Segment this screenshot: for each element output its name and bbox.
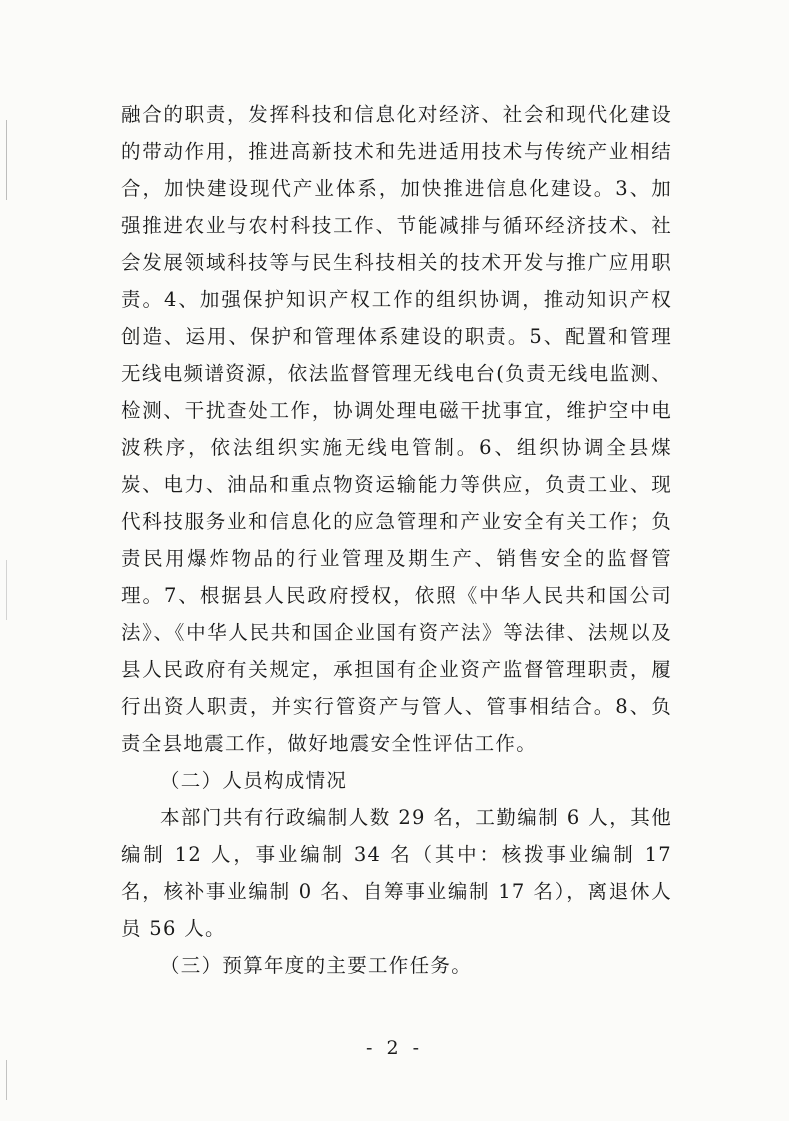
staffing-paragraph: 本部门共有行政编制人数 29 名，工勤编制 6 人，其他编制 12 人，事业编制 34 名（其中：核拨事业编制 17 名，核补事业编制 0 名、自筹事业编制 17 名），离退休人员 56 人。 <box>121 806 672 940</box>
document-body <box>121 96 672 984</box>
scan-edge-mark <box>6 120 7 200</box>
duties-paragraph: 融合的职责，发挥科技和信息化对经济、社会和现代化建设的带动作用，推进高新技术和先进适用技术与传统产业相结合，加快建设现代产业体系，加快推进信息化建设。3、加强推进农业与农村科技工作、节能减排与循环经济技术、社会发展领域科技等与民生科技相关的技术开发与推广应用职责。4、加强保护知识产权工作的组织协调，推动知识产权创造、运用、保护和管理体系建设的职责。5、配置和管理无线电频谱资源，依法监督管理无线电台(负责无线电监测、检测、干扰查处工作，协调处理电磁干扰事宜，维护空中电波秩序，依法组织实施无线电管制。6、组织协调全县煤炭、电力、油品和重点物资运输能力等供应，负责工业、现代科技服务业和信息化的应急管理和产业安全有关工作；负责民用爆炸物品的行业管理及期生产、销售安全的监督管理。7、根据县人民政府授权，依照《中华人民共和国公司法》、《中华人民共和国企业国有资产法》等法律、法规以及县人民政府有关规定，承担国有企业资产监督管理职责，履行出资人职责，并实行管资产与管人、管事相结合。8、负责全县地震工作，做好地震安全性评估工作。 <box>121 103 672 755</box>
scan-edge-mark <box>6 1060 7 1100</box>
section-heading-staffing: （二）人员构成情况 <box>160 769 348 792</box>
page-number: - 2 - <box>365 1037 423 1059</box>
scan-edge-mark <box>6 560 7 620</box>
section-heading-tasks: （三）预算年度的主要工作任务。 <box>160 954 473 977</box>
